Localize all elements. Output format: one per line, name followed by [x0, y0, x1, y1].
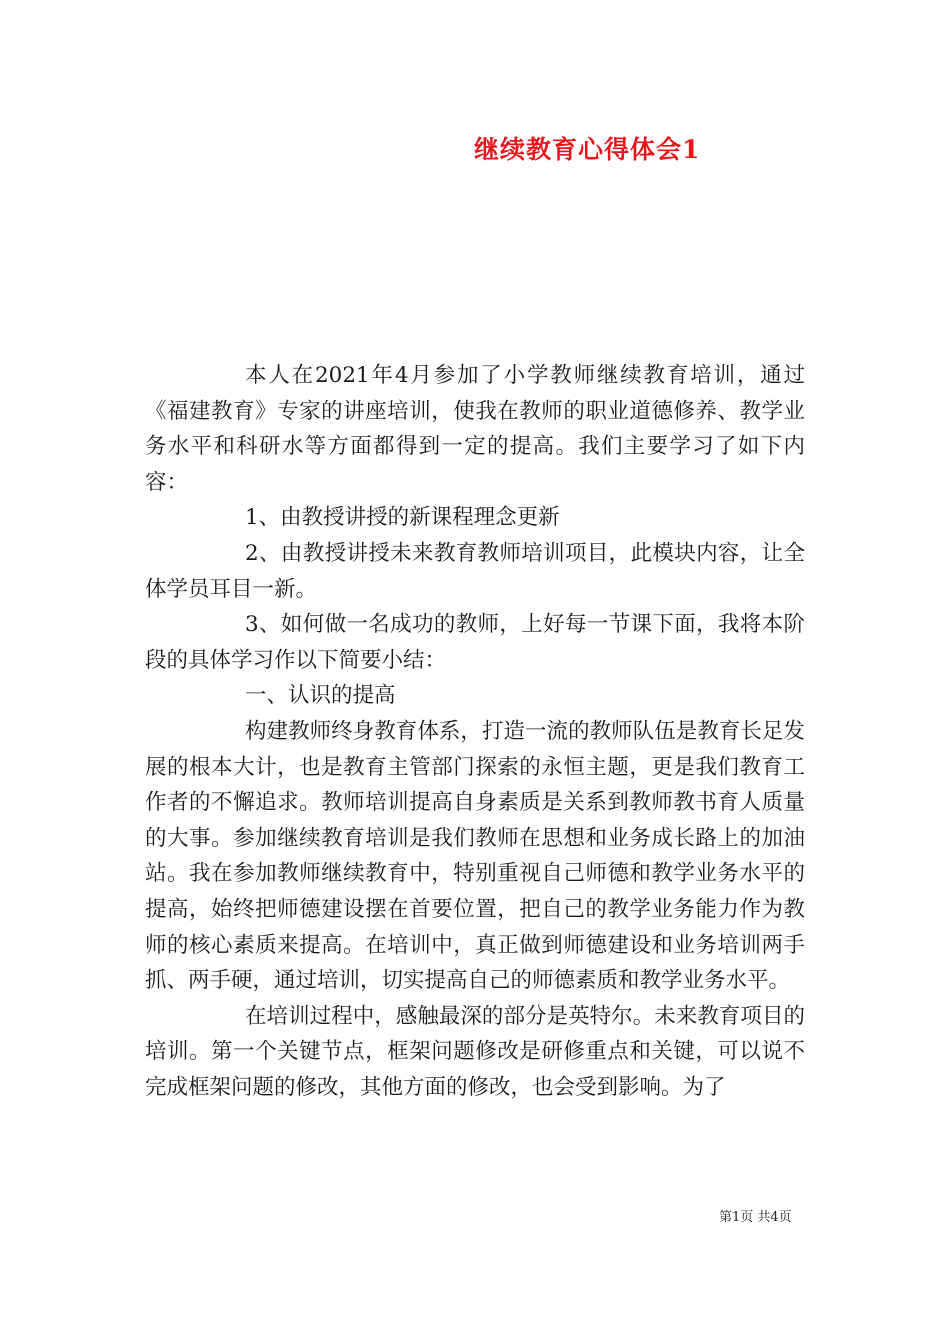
paragraph: 构建教师终身教育体系，打造一流的教师队伍是教育长足发展的根本大计，也是教育主管部门探索的永恒主题，更是我们教育工作者的不懈追求。教师培训提高自身素质是关系到教师教书育人质量的大事。参加继续教育培训是我们教师在思想和业务成长路上的加油站。我在参加教师继续教育中，特别重视自己师德和教学业务水平的提高，始终把师德建设摆在首要位置，把自己的教学业务能力作为教师的核心素质来提高。在培训中，真正做到师德建设和业务培训两手抓、两手硬，通过培训，切实提高自己的师德素质和教学业务水平。 [145, 718, 805, 994]
paragraph: 3、如何做一名成功的教师，上好每一节课下面，我将本阶段的具体学习作以下简要小结： [145, 612, 805, 673]
paragraph: 2、由教授讲授未来教育教师培训项目，此模块内容，让全体学员耳目一新。 [145, 540, 805, 602]
section-heading: 一、认识的提高 [245, 683, 396, 709]
document-title: 继续教育心得体会1 [474, 135, 701, 164]
document-body [145, 358, 805, 1105]
paragraph: 在培训过程中，感触最深的部分是英特尔。未来教育项目的培训。第一个关键节点，框架问题修改是研修重点和关键，可以说不完成框架问题的修改，其他方面的修改，也会受到影响。为了 [145, 1003, 805, 1100]
page-number-footer: 第1页 共4页 [719, 1210, 792, 1225]
paragraph: 1、由教授讲授的新课程理念更新 [245, 505, 560, 531]
paragraph: 本人在2021年4月参加了小学教师继续教育培训，通过《福建教育》专家的讲座培训，使我在教师的职业道德修养、教学业务水平和科研水等方面都得到一定的提高。我们主要学习了如下内容： [145, 363, 805, 495]
